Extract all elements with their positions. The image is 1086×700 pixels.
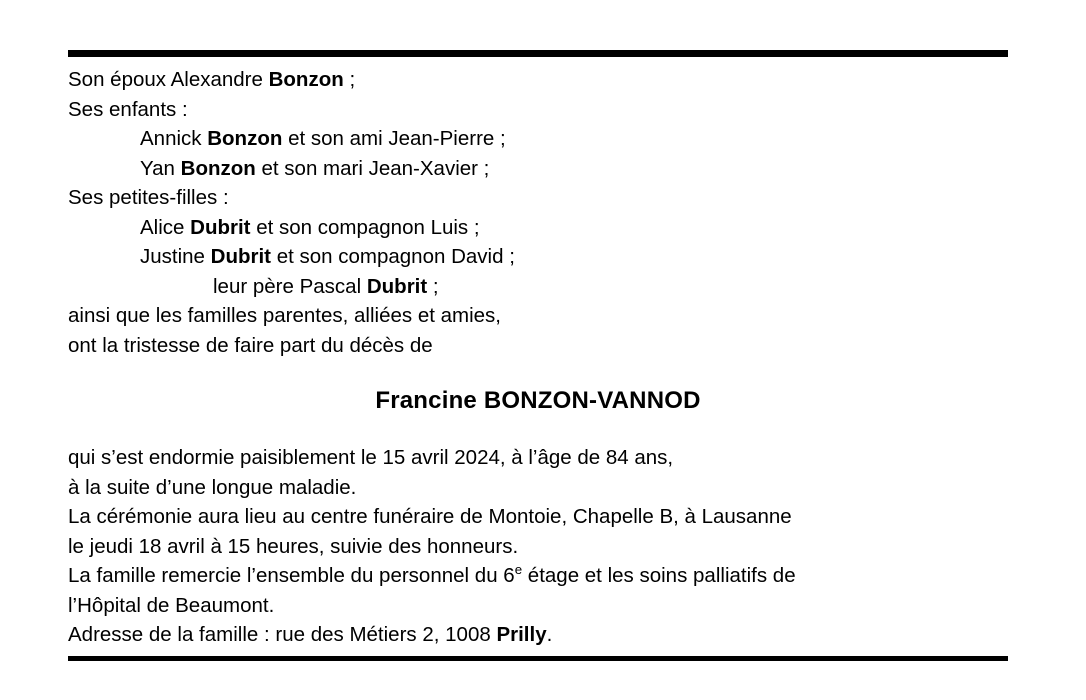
- text-segment: étage et les soins palliatifs de: [522, 564, 796, 587]
- bottom-divider: [68, 656, 1008, 661]
- text-segment: Alice: [140, 215, 191, 239]
- name-emphasis: Bonzon: [207, 127, 283, 150]
- name-emphasis: Bonzon: [268, 68, 344, 91]
- name-emphasis: Dubrit: [190, 215, 251, 239]
- text-segment: leur père Pascal: [213, 274, 367, 298]
- notice-line: [68, 502, 1008, 532]
- text-segment: La cérémonie aura lieu au centre funéraire de Montoie, Chapelle B, à Lausanne: [68, 505, 792, 528]
- name-emphasis: Prilly: [496, 623, 547, 646]
- text-segment: ainsi que les familles parentes, alliées et amies,: [68, 304, 501, 327]
- death-notice: [68, 50, 1008, 661]
- notice-line: [68, 561, 1008, 591]
- text-segment: .: [546, 623, 553, 646]
- text-segment: l’Hôpital de Beaumont.: [68, 593, 275, 617]
- text-segment: Justine: [140, 245, 211, 268]
- text-segment: ont la tristesse de faire part du décès de: [68, 333, 433, 357]
- notice-line: [68, 591, 1008, 621]
- text-segment: ;: [343, 68, 356, 91]
- notice-line: [68, 124, 1008, 154]
- text-segment: Adresse de la famille : rue des Métiers 2, 1008: [68, 623, 497, 646]
- notice-line: [68, 95, 1008, 125]
- text-segment: et son ami Jean-Pierre ;: [282, 127, 506, 150]
- notice-line: [68, 331, 1008, 361]
- text-segment: ;: [427, 274, 439, 298]
- text-segment: Ses enfants :: [68, 97, 188, 121]
- text-segment: Yan: [140, 156, 181, 180]
- text-segment: le jeudi 18 avril à 15 heures, suivie des honneurs.: [68, 534, 519, 558]
- text-segment: Ses petites-filles :: [68, 186, 229, 209]
- top-divider: [68, 50, 1008, 57]
- notice-line: [68, 242, 1008, 272]
- lower-text-block: [68, 443, 1008, 650]
- notice-line: [68, 183, 1008, 213]
- text-segment: et son compagnon David ;: [271, 245, 515, 268]
- text-segment: e: [514, 562, 523, 578]
- text-segment: qui s’est endormie paisiblement le 15 avril 2024, à l’âge de 84 ans,: [68, 446, 674, 469]
- notice-line: [68, 213, 1008, 243]
- text-segment: à la suite d’une longue maladie.: [68, 475, 357, 499]
- text-segment: et son mari Jean-Xavier ;: [255, 156, 490, 180]
- notice-line: [68, 443, 1008, 473]
- text-segment: Annick: [140, 127, 208, 150]
- deceased-name: Francine BONZON-VANNOD: [375, 387, 701, 414]
- text-segment: Son époux Alexandre: [68, 68, 269, 91]
- notice-line: [68, 620, 1008, 650]
- notice-line: [68, 272, 1008, 302]
- text-segment: et son compagnon Luis ;: [250, 215, 480, 239]
- notice-line: [68, 473, 1008, 503]
- notice-line: [68, 65, 1008, 95]
- name-emphasis: Bonzon: [180, 156, 256, 180]
- text-segment: La famille remercie l’ensemble du personnel du 6: [68, 564, 515, 587]
- notice-line: [68, 301, 1008, 331]
- upper-text-block: [68, 57, 1008, 360]
- name-emphasis: Dubrit: [366, 274, 428, 298]
- notice-line: [68, 154, 1008, 184]
- name-emphasis: Dubrit: [210, 245, 272, 268]
- notice-line: [68, 532, 1008, 562]
